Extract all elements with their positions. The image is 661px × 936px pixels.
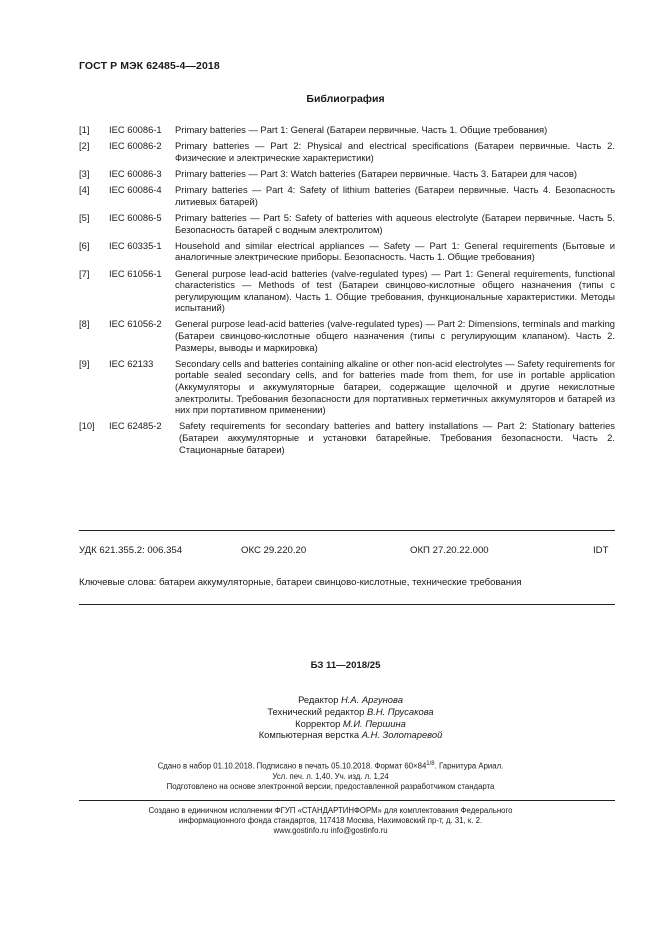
entry-number: [3] bbox=[79, 167, 90, 179]
entry-code: IEC 60086-2 bbox=[109, 140, 162, 152]
entry-code: IEC 60086-3 bbox=[109, 167, 162, 179]
publishing-info bbox=[0, 759, 661, 792]
production-line-1: Создано в единичном исполнении ФГУП «СТАНДАРТИНФОРМ» для комплектования Федерального bbox=[148, 806, 513, 815]
entry-number: [8] bbox=[79, 318, 90, 330]
bibliography-entry bbox=[79, 124, 615, 136]
bibliography-entry bbox=[79, 184, 615, 207]
divider bbox=[79, 530, 615, 531]
entry-number: [4] bbox=[79, 184, 90, 196]
entry-code: IEC 61056-2 bbox=[109, 318, 162, 330]
bibliography-entry bbox=[79, 240, 615, 263]
keywords: Ключевые слова: батареи аккумуляторные, батареи свинцово-кислотные, технические требования bbox=[79, 577, 522, 588]
entry-text: General purpose lead-acid batteries (valve-regulated types) — Part 1: General requirements, functional characteristics — Methods of test (Батареи свинцово-кислотные общего назначения (типы с регулирующим клапаном). Часть 1. Общие требования, функциональные характеристики. Методы испытаний) bbox=[175, 267, 615, 314]
bibliography-entry bbox=[79, 168, 615, 180]
credits bbox=[0, 694, 661, 741]
entry-code: IEC 61056-1 bbox=[109, 267, 162, 279]
entry-text: Primary batteries — Part 5: Safety of batteries with aqueous electrolyte (Батареи первичные. Часть 5. Безопасность батарей с водным электролитом) bbox=[175, 211, 615, 235]
bibliography-list bbox=[79, 124, 615, 460]
bz-number: БЗ 11—2018/25 bbox=[310, 660, 381, 671]
production-line-3: www.gostinfo.ru info@gostinfo.ru bbox=[273, 826, 388, 836]
udk-code: УДК 621.355.2: 006.354 bbox=[79, 545, 183, 556]
entry-number: [6] bbox=[79, 239, 90, 251]
entry-number: [2] bbox=[79, 140, 90, 152]
entry-text: Primary batteries — Part 1: General (Батареи первичные. Часть 1. Общие требования) bbox=[175, 124, 548, 135]
production-info bbox=[0, 806, 661, 837]
bibliography-entry bbox=[79, 318, 615, 353]
bibliography-entry bbox=[79, 358, 615, 416]
document-header: ГОСТ Р МЭК 62485-4—2018 bbox=[79, 60, 220, 72]
entry-text: Safety requirements for secondary batteries and battery installations — Part 2: Stationary batteries (Батареи аккумуляторные и установки батарейные. Требования безопасности. Часть 2. Стационарные батареи) bbox=[179, 420, 615, 455]
entry-text: Secondary cells and batteries containing alkaline or other non-acid electrolytes — Safety requirements for portable sealed secondary cells, and for batteries made from them, for use in portable application (Аккумуляторы и аккумуляторные батареи, содержащие щелочной и другие некислотные электролиты. Требования безопасности для портативных герметичных аккумуляторов и батарей из них при портативном применении) bbox=[175, 357, 615, 416]
publishing-line-2: Усл. печ. л. 1,40. Уч. изд. л. 1,24 bbox=[272, 771, 389, 781]
entry-text: General purpose lead-acid batteries (valve-regulated types) — Part 2: Dimensions, terminals and marking (Батареи свинцово-кислотные общего назначения (типы с регулирующим клапаном). Часть 2. Размеры, выводы и маркировка) bbox=[175, 318, 615, 353]
entry-code: IEC 62133 bbox=[109, 357, 154, 369]
layout-line: Компьютерная верстка А.Н. Золотаревой bbox=[258, 729, 443, 741]
entry-code: IEC 60335-1 bbox=[109, 239, 162, 251]
editor-line: Редактор Н.А. Аргунова bbox=[298, 694, 403, 705]
entry-code: IEC 60086-4 bbox=[109, 184, 162, 196]
corrector-line: Корректор М.И. Першина bbox=[295, 717, 406, 729]
bibliography-entry bbox=[79, 140, 615, 163]
entry-text: Primary batteries — Part 3: Watch batteries (Батареи первичные. Часть 3. Батареи для часов) bbox=[175, 167, 577, 179]
publishing-line-1: Сдано в набор 01.10.2018. Подписано в печать 05.10.2018. Формат $60\times 84^{1/8}$. Гарнитура Ариал. bbox=[157, 761, 504, 771]
entry-number: [7] bbox=[79, 267, 90, 279]
oks-code: ОКС 29.220.20 bbox=[241, 545, 307, 556]
entry-code: IEC 60086-5 bbox=[109, 211, 162, 223]
bibliography-entry bbox=[79, 420, 615, 455]
tech-editor-line: Технический редактор В.Н. Прусакова bbox=[267, 705, 434, 717]
bibliography-entry bbox=[79, 268, 615, 314]
bibliography-entry bbox=[79, 212, 615, 235]
entry-code: IEC 60086-1 bbox=[109, 124, 162, 135]
publishing-line-3: Подготовлено на основе электронной версии, предоставленной разработчиком стандарта bbox=[166, 782, 495, 791]
entry-number: [5] bbox=[79, 211, 90, 223]
entry-number: [1] bbox=[79, 124, 90, 135]
entry-number: [10] bbox=[79, 420, 95, 432]
entry-code: IEC 62485-2 bbox=[109, 420, 162, 432]
entry-text: Household and similar electrical appliances — Safety — Part 1: General requirements (Бытовые и аналогичные электрические приборы. Безопасность. Часть 1. Общие требования) bbox=[175, 239, 615, 263]
okp-code: ОКП 27.20.22.000 bbox=[410, 545, 489, 556]
entry-text: Primary batteries — Part 4: Safety of lithium batteries (Батареи первичные. Часть 4. Безопасность литиевых батарей) bbox=[175, 184, 615, 207]
divider bbox=[79, 800, 615, 801]
divider bbox=[79, 604, 615, 605]
entry-text: Primary batteries — Part 2: Physical and electrical specifications (Батареи первичные. Часть 2. Физические и электрические характеристики) bbox=[175, 140, 615, 163]
entry-number: [9] bbox=[79, 357, 90, 369]
bibliography-title: Библиография bbox=[306, 93, 385, 105]
production-line-2: информационного фонда стандартов, 117418 Москва, Нахимовский пр-т, д. 31, к. 2. bbox=[178, 816, 483, 826]
idt-label: IDT bbox=[593, 545, 609, 556]
